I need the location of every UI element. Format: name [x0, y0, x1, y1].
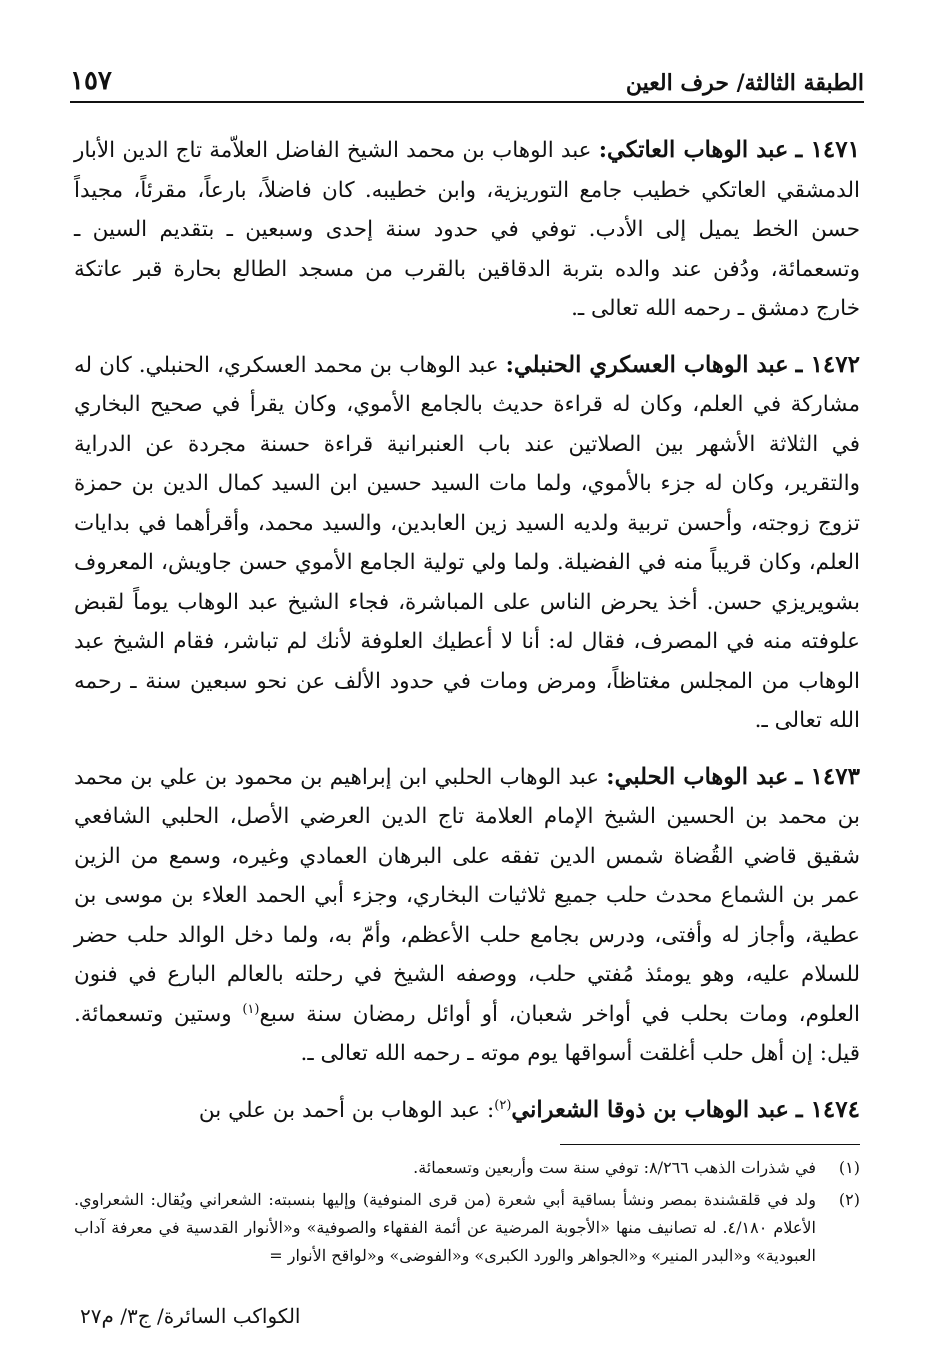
entry-number: ١٤٧١ ـ	[795, 136, 860, 163]
entry-number: ١٤٧٤ ـ	[795, 1095, 860, 1123]
entry-1474	[74, 1090, 860, 1131]
footnote-number: (١)	[838, 1158, 860, 1177]
entry-text: عبد الوهاب بن محمد العسكري، الحنبلي. كان له مشاركة في العلم، وكان له قراءة حديث بالجامع الأموي، وكان يقرأ في صحيح البخاري في الثلاثة الأشهر بين الصلاتين عند باب العنبرانية قراءة حسنة مجردة عن الدراية والتقرير، وكان له جزء بالأموي، ولما مات السيد حسين ابن السيد كمال الدين بن حمزة تزوج زوجته، وأحسن تربية ولديه السيد زين العابدين، والسيد محمد، وأقرأهما في بدايات العلم، وكان قريباً منه في الفضيلة. ولما ولي تولية الجامع الأموي حسن جاويش، المعروف بشويريزي حسن. أخذ يحرض الناس على المباشرة، فجاء الشيخ عبد الوهاب يوماً لقبض علوفته منه في المصرف، فقال له: أنا لا أعطيك العلوفة لأنك لم تباشر، فقام الشيخ عبد الوهاب من المجلس مغتاظاً، ومرض ومات في حدود الألف عن نحو سبعين سنة ـ رحمه الله تعالى ـ.	[74, 352, 860, 733]
entry-1471	[74, 130, 860, 329]
entry-number: ١٤٧٢ ـ	[795, 350, 860, 378]
footnotes	[74, 1154, 860, 1274]
footnote-rule	[560, 1144, 860, 1145]
entry-name: عبد الوهاب العسكري الحنبلي:	[505, 351, 789, 378]
footnote-2	[74, 1186, 860, 1270]
footnote-number: (٢)	[838, 1190, 860, 1209]
page-number: ١٥٧	[70, 66, 112, 96]
entry-1472	[74, 345, 860, 741]
signature-mark: الكواكب السائرة/ ج٣/ م٢٧	[80, 1304, 301, 1328]
running-title: الطبقة الثالثة/ حرف العين	[625, 70, 864, 96]
entry-text: عبد الوهاب الحلبي ابن إبراهيم بن محمود بن علي بن محمد بن محمد بن الحسين الشيخ الإمام العلامة تاج الدين العرضي الأصل، الحلبي الشافعي شقيق قاضي القُضاة شمس الدين تفقه على البرهان العمادي وغيره، وسمع من الزين عمر بن الشماع محدث حلب جميع ثلاثيات البخاري، وجزء أبي الحمد العلاء بن موسى بن عطية، وأجاز له وأفتى، ودرس بجامع حلب الأعظم، وأمّ به، ولما دخل الوالد حلب حضر للسلام عليه، وهو يومئذ مُفتي حلب، ووصفه الشيخ في رحلته بالعالم البارع في فنون العلوم، ومات بحلب في أواخر شعبان، أو أوائل رمضان سنة سبع	[74, 764, 861, 1027]
entry-number: ١٤٧٣ ـ	[795, 762, 860, 790]
footnote-text: ولد في قلقشندة بمصر ونشأ بساقية أبي شعرة (من قرى المنوفية) وإليها بنسبته: الشعراني ويُقال: الشعراوي. الأعلام ٤/١٨٠. له تصانيف منها «الأجوبة المرضية عن أئمة الفقهاء والصوفية» و«الأنوار القدسية في معرفة آداب العبودية» و«البدر المنير» و«الجواهر والورد الكبرى» و«الفوضى» و«لواقح الأنوار =	[74, 1190, 816, 1265]
entry-text: عبد الوهاب بن محمد الشيخ الفاضل العلاّمة تاج الدين الأبار الدمشقي العاتكي خطيب جامع التوريزية، وابن خطيبه. كان فاضلاً، بارعاً، مقرئاً، مجيداً حسن الخط يميل إلى الأدب. توفي في حدود سنة إحدى وسبعين ـ بتقديم السين ـ وتسعمائة، ودُفن عند والده بتربة الدقاقين بالقرب من مسجد الطالع بحارة قبر عاتكة خارج دمشق ـ رحمه الله تعالى ـ.	[74, 138, 860, 321]
running-head	[70, 62, 864, 102]
entry-text: : عبد الوهاب بن أحمد بن علي بن	[198, 1097, 495, 1123]
footnote-1	[74, 1154, 860, 1182]
footnote-marker: (٢)	[494, 1097, 512, 1113]
main-text	[74, 130, 860, 1146]
entry-name: عبد الوهاب العاتكي:	[598, 137, 789, 163]
entry-1473	[74, 757, 860, 1074]
entry-name: عبد الوهاب الحلبي:	[606, 763, 789, 790]
header-rule	[70, 101, 864, 103]
footnote-text: في شذرات الذهب ٨/٢٦٦: توفي سنة ست وأربعين وتسعمائة.	[413, 1158, 816, 1177]
entry-text-continued: وستين وتسعمائة. قيل: إن أهل حلب أغلقت أسواقها يوم موته ـ رحمه الله تعالى ـ.	[74, 1001, 860, 1066]
entry-name: عبد الوهاب بن ذوقا الشعراني	[511, 1096, 789, 1123]
footnote-marker: (١)	[242, 1001, 260, 1017]
